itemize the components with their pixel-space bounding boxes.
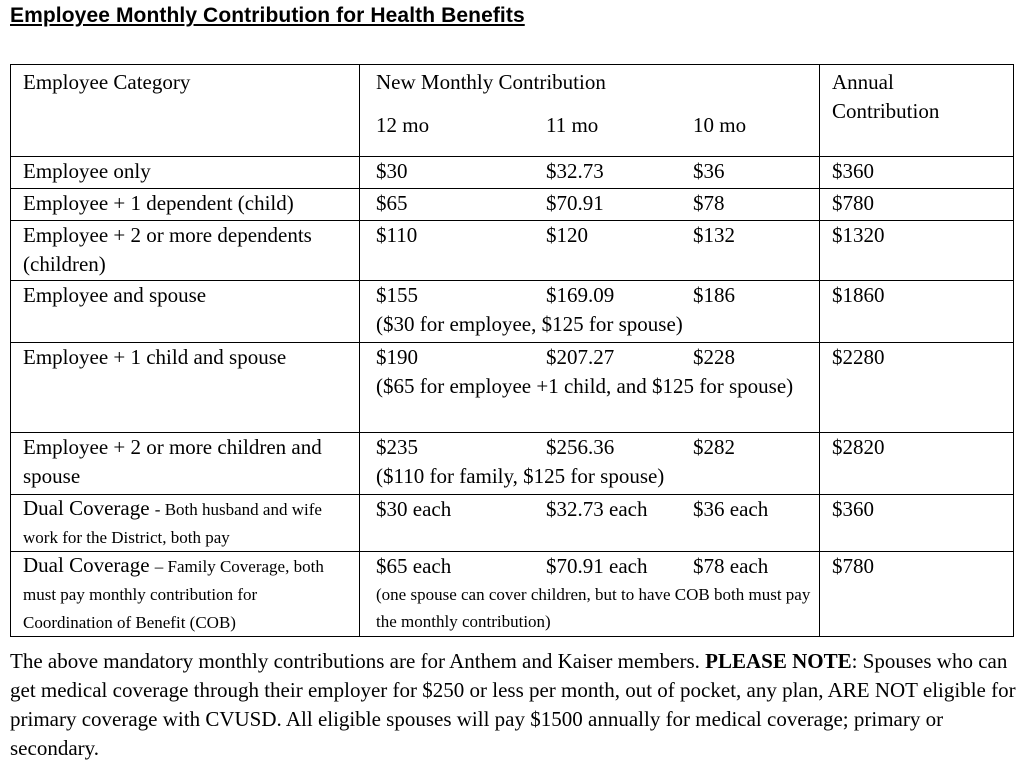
monthly-cell <box>360 343 820 433</box>
annual-amount: $2280 <box>832 345 885 369</box>
breakdown-note: ($110 for family, $125 for spouse) <box>376 464 665 488</box>
header-category: Employee Category <box>11 65 360 157</box>
breakdown-note: ($65 for employee +1 child, and $125 for spouse) <box>376 374 794 398</box>
amount-11mo: $32.73 each <box>546 497 648 521</box>
table-row <box>11 157 1014 189</box>
category-cell <box>11 433 360 495</box>
amount-10mo: $228 <box>693 345 735 369</box>
amount-11mo: $256.36 <box>546 435 615 459</box>
annual-amount: $360 <box>832 159 874 183</box>
monthly-cell <box>360 433 820 495</box>
category-label: Employee + 1 child and spouse <box>23 345 287 369</box>
amount-12mo: $65 <box>376 191 408 215</box>
amount-11mo: $32.73 <box>546 159 604 183</box>
table-row <box>11 495 1014 552</box>
amount-12mo: $190 <box>376 345 418 369</box>
amount-10mo: $78 each <box>693 554 769 578</box>
table-row <box>11 189 1014 221</box>
monthly-cell <box>360 221 820 281</box>
category-label: Employee + 2 or more children and spouse <box>23 435 322 488</box>
amount-11mo: $207.27 <box>546 345 615 369</box>
amount-12mo: $30 <box>376 159 408 183</box>
category-note: – Family Coverage, both must pay monthly contribution for Coordination of Benefit (COB) <box>23 557 324 632</box>
breakdown-note: (one spouse can cover children, but to have COB both must pay the monthly contribution) <box>376 585 811 631</box>
category-cell <box>11 157 360 189</box>
header-monthly: New Monthly Contribution 12 mo 11 mo 10 mo <box>360 65 820 157</box>
table-body <box>11 157 1014 637</box>
footer-bold: PLEASE NOTE <box>705 649 852 673</box>
annual-amount: $360 <box>832 497 874 521</box>
category-cell <box>11 281 360 343</box>
annual-amount: $780 <box>832 554 874 578</box>
annual-cell <box>820 157 1014 189</box>
annual-cell <box>820 343 1014 433</box>
annual-amount: $1320 <box>832 223 885 247</box>
category-cell <box>11 495 360 552</box>
annual-amount: $1860 <box>832 283 885 307</box>
annual-cell <box>820 281 1014 343</box>
header-12mo: 12 mo <box>376 113 430 137</box>
monthly-cell <box>360 189 820 221</box>
amount-12mo: $65 each <box>376 554 452 578</box>
annual-amount: $780 <box>832 191 874 215</box>
table-row <box>11 552 1014 637</box>
amount-10mo: $132 <box>693 223 735 247</box>
amount-10mo: $186 <box>693 283 735 307</box>
amount-12mo: $155 <box>376 283 418 307</box>
amount-10mo: $282 <box>693 435 735 459</box>
header-10mo: 10 mo <box>693 113 747 137</box>
amount-12mo: $110 <box>376 223 418 247</box>
amount-11mo: $169.09 <box>546 283 615 307</box>
table-row <box>11 343 1014 433</box>
category-cell <box>11 189 360 221</box>
category-note: - Both husband and wife work for the District, both pay <box>23 500 322 547</box>
amount-10mo: $78 <box>693 191 725 215</box>
category-label: Employee + 2 or more dependents (children) <box>23 223 312 276</box>
header-annual: Annual Contribution <box>820 65 1014 157</box>
document-title: Employee Monthly Contribution for Health Benefits <box>10 4 525 27</box>
category-label: Employee and spouse <box>23 283 207 307</box>
header-11mo: 11 mo <box>546 113 599 137</box>
category-label: Employee + 1 dependent (child) <box>23 191 294 215</box>
footer-text-1: The above mandatory monthly contributions are for Anthem and Kaiser members. <box>10 649 706 673</box>
header-month-columns <box>376 111 815 140</box>
annual-cell <box>820 552 1014 637</box>
monthly-cell <box>360 281 820 343</box>
table-row <box>11 433 1014 495</box>
amount-12mo: $235 <box>376 435 418 459</box>
monthly-cell <box>360 157 820 189</box>
annual-amount: $2820 <box>832 435 885 459</box>
amount-11mo: $70.91 each <box>546 554 648 578</box>
annual-cell <box>820 189 1014 221</box>
footer-note <box>10 647 1016 763</box>
breakdown-note: ($30 for employee, $125 for spouse) <box>376 312 683 336</box>
table-row <box>11 281 1014 343</box>
annual-cell <box>820 221 1014 281</box>
amount-10mo: $36 <box>693 159 725 183</box>
amount-12mo: $30 each <box>376 497 452 521</box>
footer-text-2: : Spouses who can get medical coverage through their employer for $250 or less per month, out of pocket, any plan, ARE NOT eligible for primary coverage with CVUSD. All eligible spouses will pay $1500 annually for medical coverage; primary or secondary. <box>10 649 1016 760</box>
category-cell <box>11 221 360 281</box>
category-label: Dual Coverage <box>23 496 150 520</box>
annual-cell <box>820 433 1014 495</box>
annual-cell <box>820 495 1014 552</box>
amount-10mo: $36 each <box>693 497 769 521</box>
monthly-cell <box>360 552 820 637</box>
category-cell <box>11 343 360 433</box>
category-label: Employee only <box>23 159 151 183</box>
category-cell <box>11 552 360 637</box>
monthly-cell <box>360 495 820 552</box>
category-label: Dual Coverage <box>23 553 150 577</box>
table-header-row <box>11 65 1014 157</box>
contribution-table <box>10 64 1014 637</box>
amount-11mo: $70.91 <box>546 191 604 215</box>
amount-11mo: $120 <box>546 223 588 247</box>
table-row <box>11 221 1014 281</box>
